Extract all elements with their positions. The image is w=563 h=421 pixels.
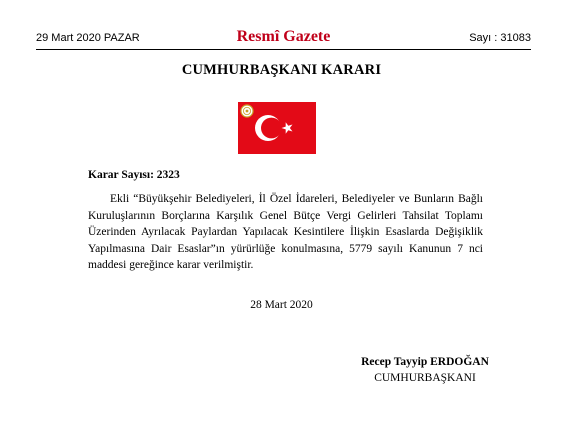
issue-number: Sayı : 31083 (469, 32, 531, 44)
header-divider (36, 49, 531, 50)
header-date: 29 Mart 2020 PAZAR (36, 32, 140, 44)
decision-date: 28 Mart 2020 (250, 299, 313, 311)
gazette-name: Resmî Gazete (236, 28, 331, 45)
decision-number: Karar Sayısı: 2323 (88, 169, 180, 181)
decision-body: Ekli “Büyükşehir Belediyeleri, İl Özel İdareleri, Belediyeler ve Bunların Bağlı Kuruluşlarının Borçlarına Karşılık Genel Bütçe Vergi Gelirleri Tahsilat Toplamı Üzerinden Ayrılacak Paylardan Yapılacak Kesintilere İlişkin Esaslarda Değişiklik Yapılmasına Dair Esaslar”ın yürürlüğe konulmasına, 5779 sayılı Kanunun 7 nci maddesi gereğince karar verilmiştir. (88, 193, 483, 271)
signature-block (350, 354, 500, 386)
signer-name: Recep Tayyip ERDOĞAN (361, 356, 489, 368)
presidential-seal-icon (241, 105, 253, 117)
gazette-header (36, 26, 531, 48)
turkish-flag-icon (238, 102, 316, 154)
document-title: CUMHURBAŞKANI KARARI (181, 62, 382, 78)
signer-title: CUMHURBAŞKANI (374, 372, 476, 384)
